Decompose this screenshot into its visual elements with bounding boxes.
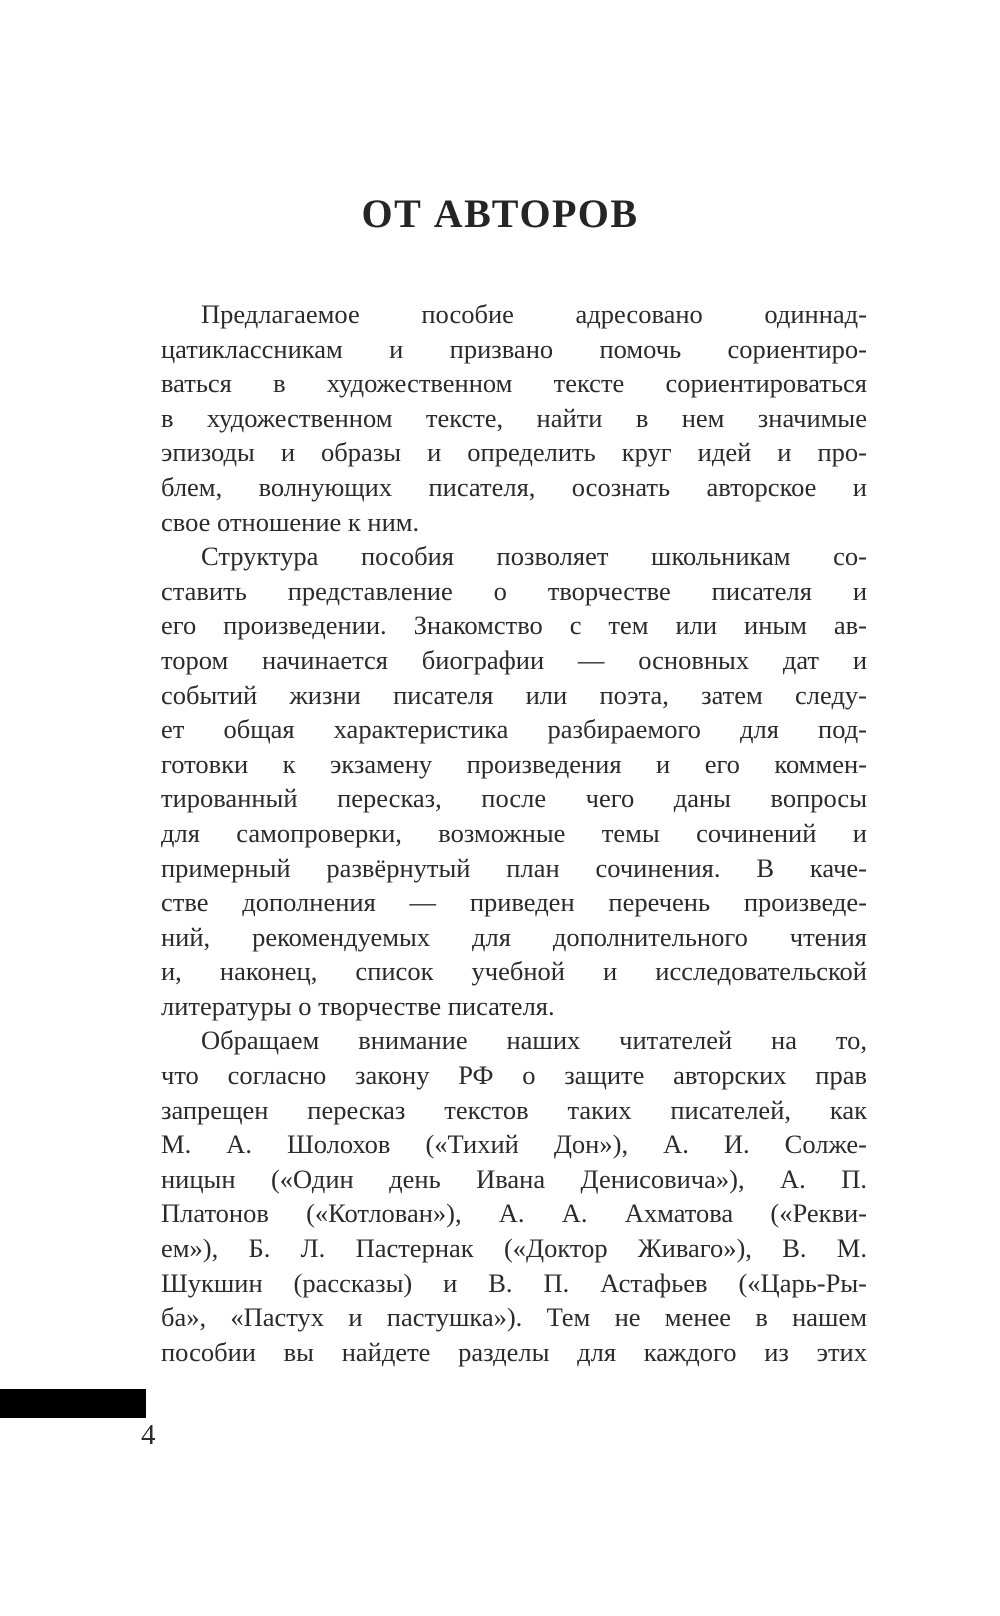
text-line: ставить представление о творчестве писателя и xyxy=(161,575,867,606)
text-line: Предлагаемое пособие адресовано одиннад- xyxy=(201,299,867,329)
paragraph xyxy=(161,297,867,539)
text-line: тором начинается биографии — основных дат и xyxy=(161,644,867,675)
text-line: ний, рекомендуемых для дополнительного чтения xyxy=(161,921,867,952)
text-line: запрещен пересказ текстов таких писателей, как xyxy=(161,1094,867,1125)
text-line: тированный пересказ, после чего даны вопросы xyxy=(161,783,867,814)
text-line: ваться в художественном тексте сориентироваться xyxy=(161,368,867,399)
text-line: в художественном тексте, найти в нем значимые xyxy=(161,402,867,433)
text-line: цатиклассникам и призвано помочь сориентиро- xyxy=(161,333,867,364)
text-line: готовки к экзамену произведения и его коммен- xyxy=(161,748,867,779)
text-line: и, наконец, список учебной и исследовательской xyxy=(161,956,867,987)
text-line: М. А. Шолохов («Тихий Дон»), А. И. Солже- xyxy=(161,1129,867,1160)
text-line: ем»), Б. Л. Пастернак («Доктор Живаго»), В. М. xyxy=(161,1233,867,1264)
text-line: примерный развёрнутый план сочинения. В каче- xyxy=(161,852,867,883)
text-line: что согласно закону РФ о защите авторских прав xyxy=(161,1060,867,1091)
text-line: эпизоды и образы и определить круг идей и про- xyxy=(161,437,867,468)
page-number: 4 xyxy=(141,1419,156,1451)
paragraph xyxy=(161,1023,867,1369)
text-line: его произведении. Знакомство с тем или иным ав- xyxy=(161,610,867,641)
text-line: ет общая характеристика разбираемого для под- xyxy=(161,714,867,745)
text-line: блем, волнующих писателя, осознать авторское и xyxy=(161,471,867,502)
text-line: пособии вы найдете разделы для каждого из этих xyxy=(161,1336,867,1367)
paragraph xyxy=(161,539,867,1023)
body-text xyxy=(161,297,867,1369)
text-line: Платонов («Котлован»), А. А. Ахматова («Рекви- xyxy=(161,1198,867,1229)
text-line: Шукшин (рассказы) и В. П. Астафьев («Царь-Ры- xyxy=(161,1267,867,1298)
footer-bar xyxy=(0,1389,146,1418)
text-line: ницын («Один день Ивана Денисовича»), А. П. xyxy=(161,1163,867,1194)
text-line: событий жизни писателя или поэта, затем следу- xyxy=(161,679,867,710)
text-line: стве дополнения — приведен перечень произведе- xyxy=(161,887,867,918)
text-line: для самопроверки, возможные темы сочинений и xyxy=(161,817,867,848)
text-line: свое отношение к ним. xyxy=(161,506,420,537)
text-line: Обращаем внимание наших читателей на то, xyxy=(201,1025,867,1056)
text-line: литературы о творчестве писателя. xyxy=(161,990,555,1021)
text-line: Структура пособия позволяет школьникам со- xyxy=(201,541,867,572)
page-title: ОТ АВТОРОВ xyxy=(361,191,639,236)
text-line: ба», «Пастух и пастушка»). Тем не менее в нашем xyxy=(161,1302,867,1333)
